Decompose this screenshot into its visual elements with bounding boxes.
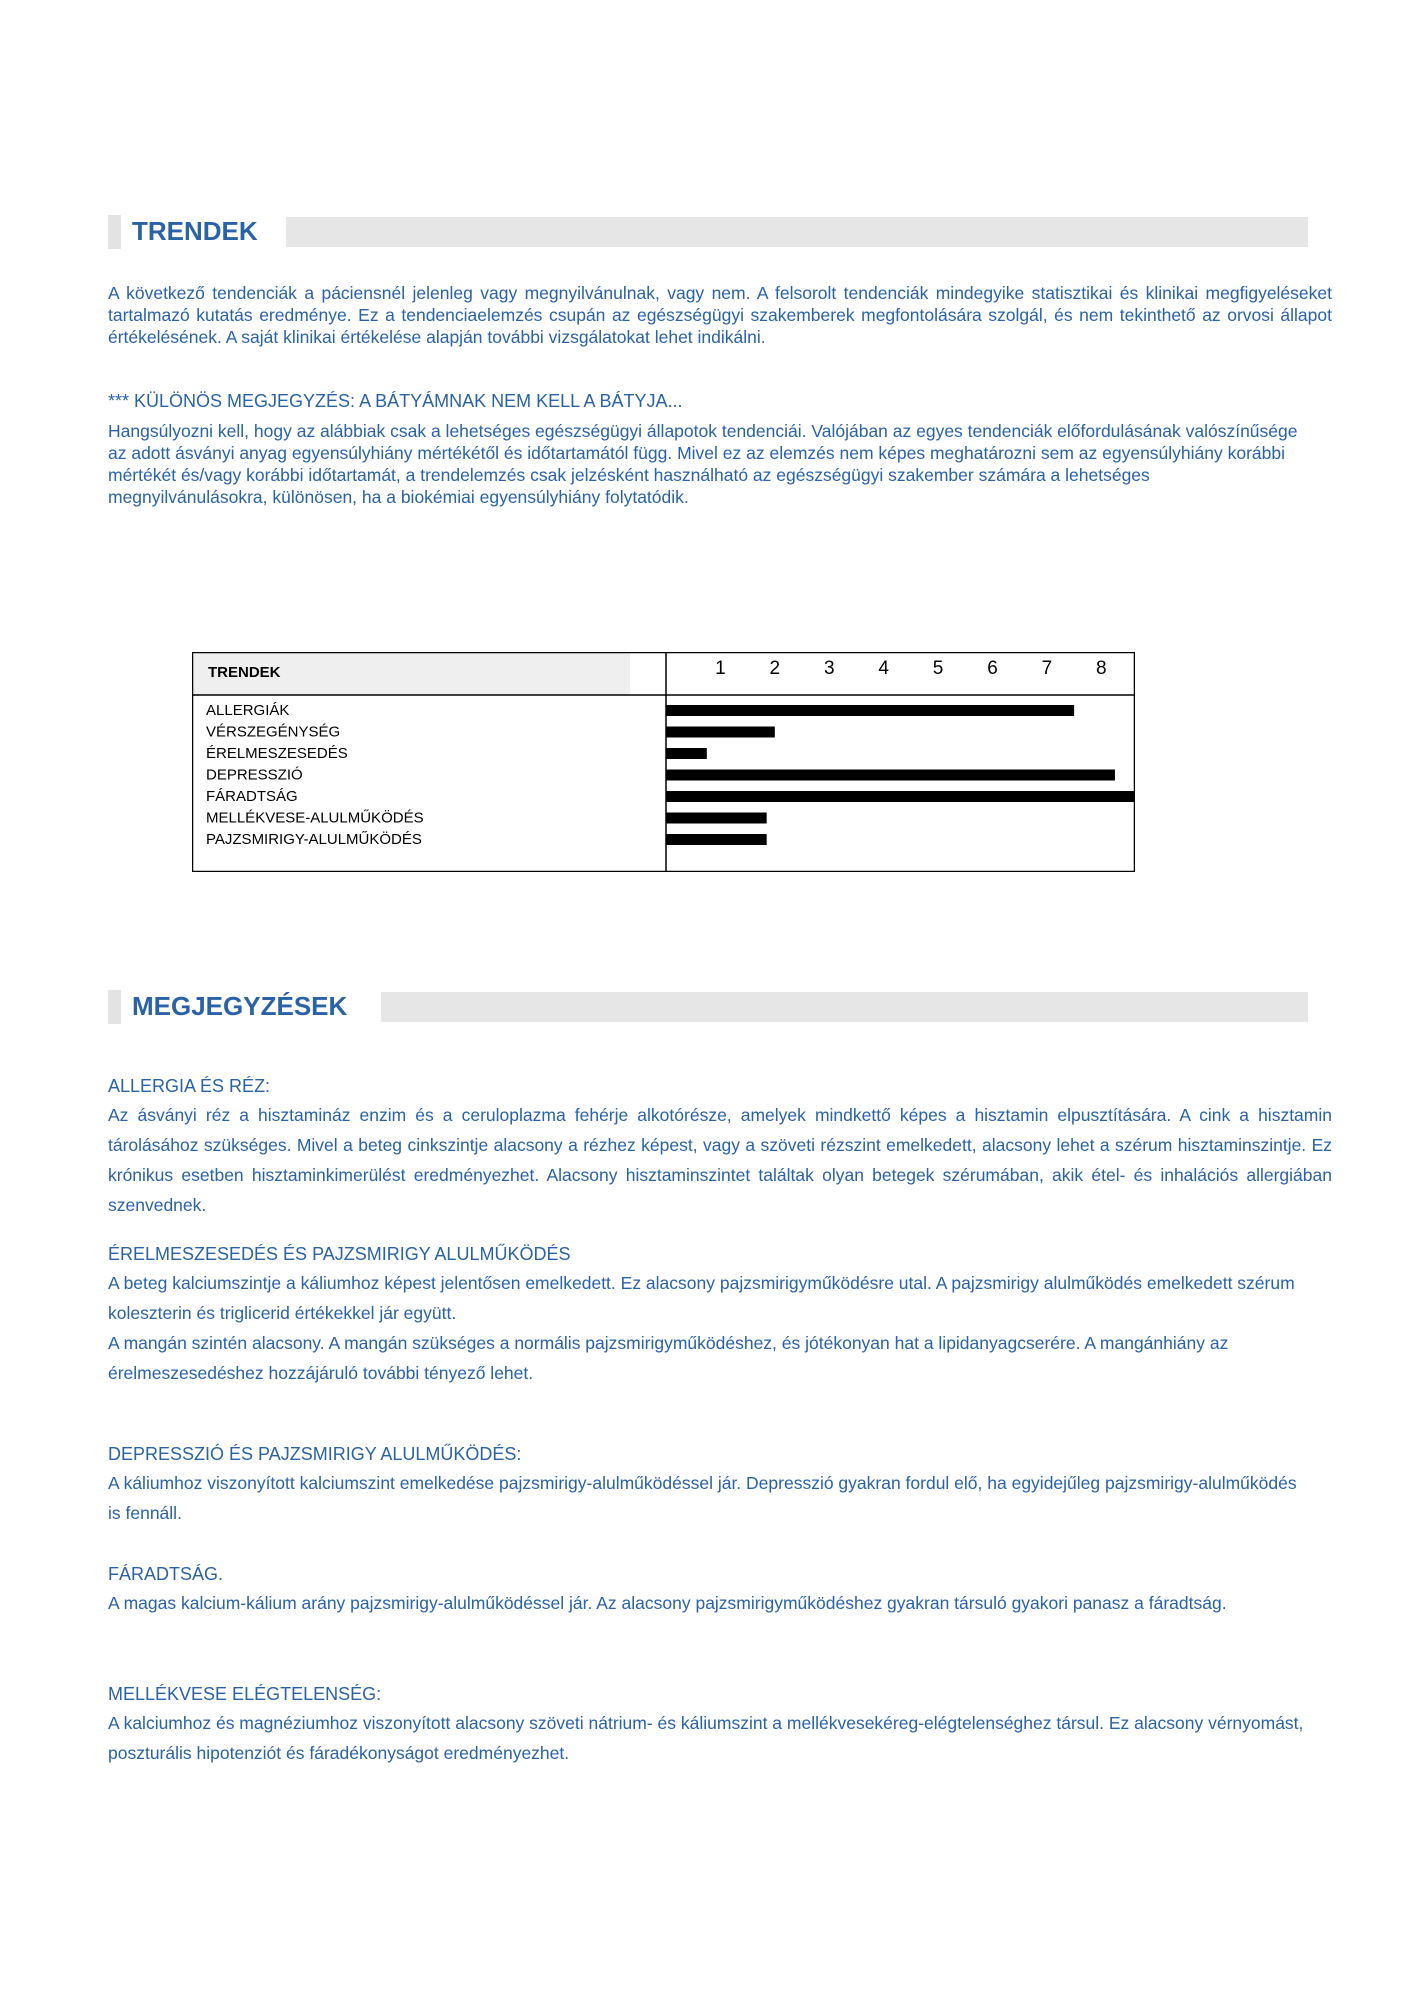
x-tick-label: 3 <box>823 658 835 679</box>
trends-emphasis-text: Hangsúlyozni kell, hogy az alábbiak csak a lehetséges egészségügyi állapotok tendenciái. Valójában az egyes tendenciák előfordulásának valószínűsége az adott ásványi anyag egyensúlyhiány mértékétől és időtartamától függ. Mivel ez az elemzés nem képes meghatározni sem az egyensúlyhiány korábbi mértékét és/vagy korábbi időtartamát, a trendelemzés csak jelzésként használható az egészségügyi szakember számára a lehetséges megnyilvánulásokra, különösen, ha a biokémiai egyensúlyhiány folytatódik. <box>108 421 1298 507</box>
section-title-band <box>286 217 1308 247</box>
category-label: FÁRADTSÁG <box>206 788 298 805</box>
x-tick-label: 7 <box>1041 658 1053 679</box>
trend-bar <box>666 727 775 738</box>
note-body: A beteg kalciumszintje a káliumhoz képest jelentősen emelkedett. Ez alacsony pajzsmirigyműködésre utal. A pajzsmirigy alulműködés emelkedett szérum koleszterin és triglicerid értékekkel jár együtt. <box>108 1273 1295 1323</box>
trends-section-title: TRENDEK <box>132 216 258 246</box>
note-body: Az ásványi réz a hisztamináz enzim és a ceruloplazma fehérje alkotórésze, amelyek mindkettő képes a hisztamin elpusztítására. A cink a hisztamin tárolásához szükséges. Mivel a beteg cinkszintje alacsony a rézhez képest, vagy a szöveti rézszint emelkedett, alacsony lehet a szérum hisztaminszintje. Ez krónikus esetben hisztaminkimerülést eredményezhet. Alacsony hisztaminszintet találtak olyan betegek szérumában, akik étel- és inhalációs allergiában szenvednek. <box>108 1105 1332 1215</box>
note-body: A magas kalcium-kálium arány pajzsmirigy-alulműködéssel jár. Az alacsony pajzsmirigyműködéshez gyakran társuló gyakori panasz a fáradtság. <box>108 1593 1227 1613</box>
section-marker <box>108 990 121 1024</box>
trend-bar <box>666 834 767 845</box>
note-heading: ALLERGIA ÉS RÉZ: <box>108 1076 271 1096</box>
chart-header-label: TRENDEK <box>208 664 281 681</box>
x-tick-label: 8 <box>1096 658 1107 679</box>
trends-intro-text: A következő tendenciák a páciensnél jelenleg vagy megnyilvánulnak, vagy nem. A felsorolt tendenciák mindegyike statisztikai és klinikai megfigyeléseket tartalmazó kutatás eredménye. Ez a tendenciaelemzés csupán az egészségügyi szakemberek megfontolására szolgál, és nem tekinthető az orvosi állapot értékelésének. A saját klinikai értékelése alapján további vizsgálatokat lehet indikálni. <box>108 283 1332 347</box>
section-marker <box>108 215 121 249</box>
note-heading: MELLÉKVESE ELÉGTELENSÉG: <box>108 1684 382 1704</box>
note-heading: DEPRESSZIÓ ÉS PAJZSMIRIGY ALULMŰKÖDÉS: <box>108 1444 522 1464</box>
note-body: A mangán szintén alacsony. A mangán szükséges a normális pajzsmirigyműködéshez, és jótékonyan hat a lipidanyagcserére. A mangánhiány az érelmeszesedéshez hozzájáruló további tényező lehet. <box>108 1333 1229 1383</box>
category-label: DEPRESSZIÓ <box>206 766 303 784</box>
category-label: MELLÉKVESE-ALULMŰKÖDÉS <box>206 809 424 827</box>
category-label: PAJZSMIRIGY-ALULMŰKÖDÉS <box>206 831 422 848</box>
trends-section-header <box>108 215 1308 245</box>
category-label: ÉRELMESZESEDÉS <box>206 745 348 762</box>
x-tick-label: 5 <box>932 658 944 679</box>
trend-bar <box>666 770 1115 781</box>
note-body: A káliumhoz viszonyított kalciumszint emelkedése pajzsmirigy-alulműködéssel jár. Depresszió gyakran fordul elő, ha egyidejűleg pajzsmirigy-alulműködés is fennáll. <box>108 1473 1297 1523</box>
category-label: VÉRSZEGÉNYSÉG <box>206 723 341 741</box>
note-body: A kalciumhoz és magnéziumhoz viszonyított alacsony szöveti nátrium- és káliumszint a mellékvesekéreg-elégtelenséghez társul. Ez alacsony vérnyomást, poszturális hipotenziót és fáradékonyságot eredményezhet. <box>108 1713 1304 1763</box>
category-label: ALLERGIÁK <box>206 702 290 719</box>
x-tick-label: 1 <box>715 658 726 679</box>
trends-chart-svg <box>192 652 1135 872</box>
notes-section-header <box>108 990 1308 1020</box>
trend-bar <box>666 791 1134 802</box>
trends-bar-chart <box>192 652 1135 872</box>
x-tick-label: 2 <box>769 658 781 679</box>
section-title-band <box>381 992 1308 1022</box>
trend-bar <box>666 813 767 824</box>
notes-section-title: MEGJEGYZÉSEK <box>132 991 348 1021</box>
note-heading: ÉRELMESZESEDÉS ÉS PAJZSMIRIGY ALULMŰKÖDÉS <box>108 1244 571 1264</box>
x-tick-label: 4 <box>878 658 889 679</box>
note-heading: FÁRADTSÁG. <box>108 1564 224 1584</box>
x-tick-label: 6 <box>987 658 998 679</box>
trend-bar <box>666 705 1074 716</box>
special-note: *** KÜLÖNÖS MEGJEGYZÉS: A BÁTYÁMNAK NEM KELL A BÁTYJA... <box>108 391 683 411</box>
trend-bar <box>666 748 707 759</box>
